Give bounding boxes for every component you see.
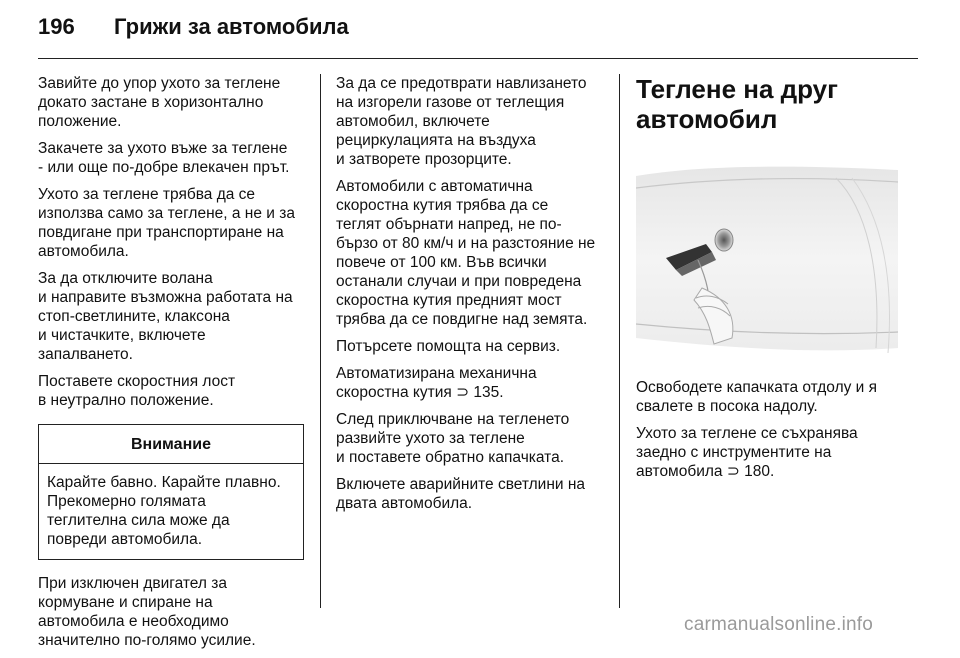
paragraph: Потърсете помощта на сервиз. (336, 338, 561, 355)
paragraph: При изключен двигател за кормуване и спиране на автомобила е необходимо значително по-голямо усилие. (38, 575, 256, 649)
caution-notice (38, 424, 304, 560)
reference-text: Ухото за теглене се съхранява заедно с инструментите на автомобила (636, 425, 858, 480)
paragraph: Включете аварийните светлини на двата автомобила. (336, 476, 586, 512)
paragraph: Автомобили с автоматична скоростна кутия трябва да се теглят обърнати напред, не по- бързо от 80 км/ч и на разстояние не повече от 100 км. Във всички останали случаи и при повредена скоростна кутия предният мост трябва да се повдигне над земята. (336, 178, 596, 328)
page-reference-icon: ⊃ (726, 463, 740, 480)
page-number: 196 (38, 14, 75, 39)
notice-title: Внимание (39, 425, 303, 464)
paragraph-with-reference (336, 364, 608, 402)
reference-text: Автоматизирана механична скоростна кутия (336, 365, 537, 401)
paragraph: За да се предотврати навлизането на изгорели газове от теглещия автомобил, включете рециркулацията на въздуха и затворете прозорците. (336, 75, 587, 168)
paragraph-with-reference (636, 424, 906, 481)
section-heading: Теглене на друг автомобил (636, 74, 838, 134)
column-2 (336, 74, 608, 521)
page-title: Грижи за автомобила (114, 14, 349, 39)
page-reference-icon: ⊃ (456, 384, 470, 401)
column-3 (636, 74, 906, 489)
page-reference[interactable]: 180. (739, 463, 775, 480)
page-reference[interactable]: 135. (469, 384, 504, 401)
watermark: carmanualsonline.info (684, 614, 874, 635)
bumper-cap-removal-illustration (636, 148, 898, 368)
column-separator-2 (619, 74, 620, 608)
column-separator-1 (320, 74, 321, 608)
paragraph: Поставете скоростния лост в неутрално положение. (38, 373, 236, 409)
header-rule (38, 58, 918, 59)
paragraph: След приключване на тегленето развийте ухото за теглене и поставете обратно капачката. (336, 411, 570, 466)
column-1 (38, 74, 304, 658)
notice-body: Карайте бавно. Карайте плавно. Прекомерно голямата теглителна сила може да повреди автомобила. (47, 474, 281, 548)
paragraph: Закачете за ухото въже за теглене - или още по-добре влекачен прът. (38, 140, 290, 176)
paragraph: Освободете капачката отдолу и я свалете в посока надолу. (636, 379, 878, 415)
paragraph: Ухото за теглене трябва да се използва само за теглене, а не и за повдигане при транспортиране на автомобила. (38, 186, 295, 260)
page-header (38, 14, 349, 46)
paragraph: За да отключите волана и направите възможна работата на стоп-светлините, клаксона и чистачките, включете запалването. (38, 270, 293, 363)
paragraph: Завийте до упор ухото за теглене докато застане в хоризонтално положение. (38, 75, 281, 130)
